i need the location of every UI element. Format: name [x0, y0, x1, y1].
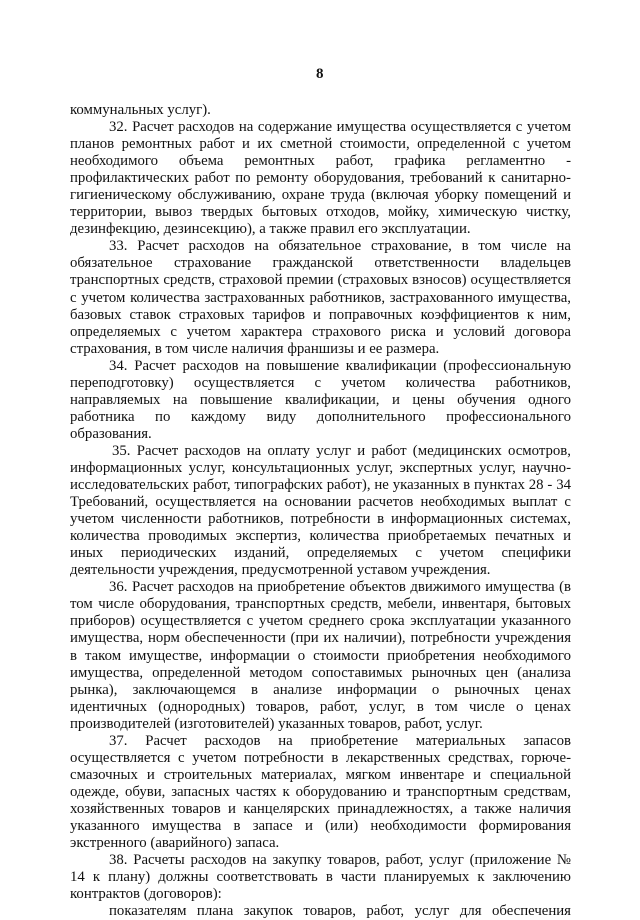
paragraph-35: 35. Расчет расходов на оплату услуг и работ (медицинских осмотров, информационных услуг, консультационных услуг, экспертных услуг, научно-исследовательских работ, типографских работ), не указанных в пунктах 28 - 34 Требований, осуществляется на основании расчетов необходимых выплат с учетом численности работников, потребности в информационных системах, количества проводимых экспертиз, количества приобретаемых печатных и иных периодических изданий, определяемых с учетом специфики деятельности учреждения, предусмотренной уставом учреждения. — [70, 442, 571, 579]
paragraph-38-item: показателям плана закупок товаров, работ, услуг для обеспечения — [109, 903, 571, 920]
paragraph-continuation: коммунальных услуг). — [70, 102, 211, 118]
document-body — [70, 102, 571, 920]
paragraph-32: 32. Расчет расходов на содержание имущества осуществляется с учетом планов ремонтных работ и их сметной стоимости, определенной с учетом необходимого объема ремонтных работ, графика регламентно - профилактических работ по ремонту оборудования, требований к санитарно-гигиеническому обслуживанию, охране труда (включая уборку помещений и территории, вывоз твердых бытовых отходов, мойку, химическую чистку, дезинфекцию, дезинсекцию), а также правил его эксплуатации. — [70, 119, 571, 238]
paragraph-38: 38. Расчеты расходов на закупку товаров, работ, услуг (приложение № 14 к плану) должны соответствовать в части планируемых к заключению контрактов (договоров): — [70, 852, 571, 903]
paragraph-36: 36. Расчет расходов на приобретение объектов движимого имущества (в том числе оборудования, транспортных средств, мебели, инвентаря, бытовых приборов) осуществляется с учетом среднего срока эксплуатации указанного имущества, норм обеспеченности (при их наличии), потребности учреждения в таком имуществе, информации о стоимости приобретения необходимого имущества, определенной методом сопоставимых рыночных цен (анализа рынка), заключающемся в анализе информации о рыночных ценах идентичных (однородных) товаров, работ, услуг, в том числе о ценах производителей (изготовителей) указанных товаров, работ, услуг. — [70, 579, 571, 732]
paragraph-34: 34. Расчет расходов на повышение квалификации (профессиональную переподготовку) осуществляется с учетом количества работников, направляемых на повышение квалификации, и цены обучения одного работника по каждому виду дополнительного профессионального образования. — [70, 357, 571, 442]
page-number: 8 — [316, 66, 324, 82]
paragraph-37: 37. Расчет расходов на приобретение материальных запасов осуществляется с учетом потребности в лекарственных средствах, горюче-смазочных и строительных материалах, мягком инвентаре и специальной одежде, обуви, запасных частях к оборудованию и транспортным средствам, хозяйственных товаров и канцелярских принадлежностях, а также наличия указанного имущества в запасе и (или) необходимости формирования экстренного (аварийного) запаса. — [70, 732, 571, 852]
paragraph-33: 33. Расчет расходов на обязательное страхование, в том числе на обязательное страхование гражданской ответственности владельцев транспортных средств, страховой премии (страховых взносов) осуществляется с учетом количества застрахованных работников, застрахованного имущества, базовых ставок страховых тарифов и поправочных коэффициентов к ним, определяемых с учетом характера страхового риска и условий договора страхования, в том числе наличия франшизы и ее размера. — [70, 238, 571, 357]
